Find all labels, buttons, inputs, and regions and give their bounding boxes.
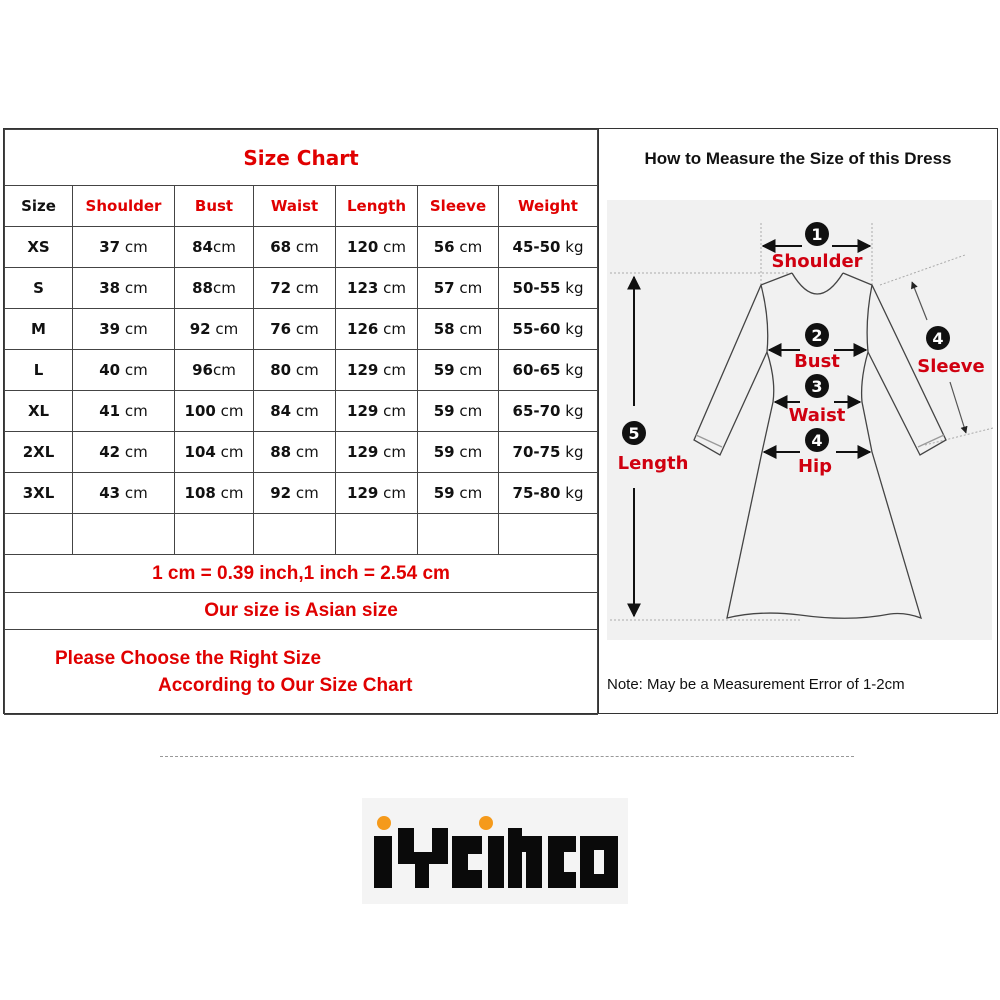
marker-3 [805,374,829,398]
svg-text:3: 3 [811,377,823,396]
value-number: 108 [184,484,216,502]
value-number: 60-65 [512,361,561,379]
value-cell [499,391,598,432]
unit-conversion: 1 cm = 0.39 inch,1 inch = 2.54 cm [5,555,598,593]
value-number: 92 [270,484,292,502]
value-cell [175,473,254,514]
size-cell [5,350,73,391]
value-cell [73,268,175,309]
size-chart-title: Size Chart [5,130,598,186]
label-hip: Hip [797,456,833,477]
value-number: 68 [270,238,292,256]
value-cell [499,473,598,514]
value-cell [254,309,336,350]
value-unit: cm [291,484,319,502]
value-cell [73,227,175,268]
size-label: XS [27,238,50,256]
value-unit: cm [215,402,244,420]
label-sleeve: Sleeve [917,356,985,377]
table-row [5,309,598,350]
value-cell [499,432,598,473]
marker-2 [805,323,829,347]
value-unit: cm [378,320,406,338]
value-unit: kg [560,320,584,338]
value-unit: cm [454,402,483,420]
value-unit: cm [378,443,406,461]
value-cell [418,432,499,473]
size-cell [5,432,73,473]
value-cell [499,227,598,268]
value-cell [336,227,418,268]
value-unit: cm [291,320,319,338]
size-cell [5,227,73,268]
value-number: 104 [184,443,216,461]
value-unit: cm [213,279,236,297]
size-label: S [33,279,44,297]
value-number: 37 [99,238,121,256]
value-number: 84 [270,402,292,420]
value-number: 57 [433,279,455,297]
value-number: 92 [189,320,211,338]
value-cell [336,309,418,350]
value-cell [499,350,598,391]
value-number: 59 [433,484,455,502]
size-cell [5,473,73,514]
advice-line-1: Please Choose the Right Size [55,648,322,669]
value-unit: kg [560,402,584,420]
value-number: 59 [433,443,455,461]
column-header-bust: Bust [175,186,254,227]
value-cell [175,268,254,309]
value-number: 129 [347,402,379,420]
value-cell [336,268,418,309]
label-shoulder: Shoulder [771,251,863,272]
value-number: 65-70 [512,402,561,420]
size-label: XL [27,402,50,420]
value-number: 120 [347,238,379,256]
brand-logo [362,798,628,904]
value-cell [499,268,598,309]
label-bust: Bust [794,351,840,372]
value-unit: cm [291,279,319,297]
value-unit: cm [378,238,406,256]
value-number: 126 [347,320,379,338]
value-unit: cm [120,279,148,297]
value-number: 80 [270,361,292,379]
value-number: 96 [192,361,213,379]
value-number: 75-80 [512,484,561,502]
asian-size-note: Our size is Asian size [5,593,598,630]
value-number: 129 [347,361,379,379]
value-unit: cm [454,361,483,379]
value-number: 55-60 [512,320,561,338]
value-unit: cm [454,443,483,461]
value-number: 84 [192,238,213,256]
size-label: 3XL [22,484,55,502]
value-unit: cm [454,279,483,297]
table-row [5,350,598,391]
value-cell [254,227,336,268]
label-waist: Waist [788,405,846,426]
size-label: L [33,361,44,379]
value-unit: cm [454,238,483,256]
value-number: 129 [347,484,379,502]
column-header-length: Length [336,186,418,227]
value-cell [254,432,336,473]
size-chart-table [3,128,599,714]
value-unit: cm [378,484,406,502]
value-cell [418,473,499,514]
value-cell [175,227,254,268]
value-unit: cm [291,361,319,379]
size-cell [5,268,73,309]
value-unit: cm [454,320,483,338]
value-unit: cm [454,484,483,502]
svg-text:1: 1 [811,225,823,244]
value-cell [418,268,499,309]
value-cell [336,391,418,432]
column-header-weight: Weight [499,186,598,227]
value-unit: kg [560,238,584,256]
size-label: 2XL [22,443,55,461]
value-number: 38 [99,279,121,297]
size-advice [5,630,598,715]
value-cell [73,391,175,432]
value-unit: cm [378,279,406,297]
measure-title: How to Measure the Size of this Dress [644,149,952,168]
value-unit: cm [120,238,148,256]
value-unit: kg [560,443,584,461]
value-number: 41 [99,402,121,420]
value-unit: cm [378,402,406,420]
empty-row [5,514,598,555]
value-cell [418,350,499,391]
value-number: 56 [433,238,455,256]
marker-5 [622,421,646,445]
value-cell [175,350,254,391]
value-unit: cm [378,361,406,379]
value-cell [73,350,175,391]
column-header-waist: Waist [254,186,336,227]
value-number: 40 [99,361,121,379]
value-unit: cm [210,320,239,338]
value-number: 42 [99,443,121,461]
value-unit: cm [291,238,319,256]
value-unit: kg [560,361,584,379]
column-header-sleeve: Sleeve [418,186,499,227]
size-cell [5,391,73,432]
svg-text:4: 4 [932,329,944,348]
value-cell [254,350,336,391]
value-cell [499,309,598,350]
marker-4-hip [805,428,829,452]
value-cell [336,473,418,514]
value-number: 129 [347,443,379,461]
svg-text:2: 2 [811,326,823,345]
value-cell [418,391,499,432]
value-number: 72 [270,279,292,297]
value-unit: cm [291,443,319,461]
value-number: 59 [433,361,455,379]
value-cell [418,227,499,268]
table-row [5,473,598,514]
value-unit: cm [120,361,148,379]
advice-line-2: According to Our Size Chart [158,675,413,696]
table-row [5,268,598,309]
value-unit: kg [560,484,584,502]
value-cell [73,309,175,350]
svg-text:5: 5 [628,424,640,443]
value-number: 123 [347,279,379,297]
value-unit: cm [215,443,244,461]
value-number: 59 [433,402,455,420]
value-cell [254,473,336,514]
marker-1 [805,222,829,246]
value-number: 88 [270,443,292,461]
value-cell [254,391,336,432]
table-row [5,432,598,473]
value-unit: cm [213,361,236,379]
value-unit: cm [213,238,236,256]
value-unit: cm [291,402,319,420]
value-cell [175,309,254,350]
size-cell [5,309,73,350]
value-unit: cm [120,320,148,338]
value-unit: cm [120,443,148,461]
value-number: 50-55 [512,279,561,297]
value-number: 88 [192,279,213,297]
value-cell [73,473,175,514]
svg-text:4: 4 [811,431,823,450]
value-number: 100 [184,402,216,420]
label-length: Length [617,453,689,474]
table-row [5,227,598,268]
value-cell [418,309,499,350]
value-number: 39 [99,320,121,338]
value-cell [336,350,418,391]
value-number: 45-50 [512,238,561,256]
column-header-size: Size [5,186,73,227]
value-cell [175,391,254,432]
value-unit: kg [560,279,584,297]
value-number: 58 [433,320,455,338]
value-cell [175,432,254,473]
column-header-shoulder: Shoulder [73,186,175,227]
table-row [5,391,598,432]
value-cell [336,432,418,473]
value-number: 43 [99,484,121,502]
value-cell [73,432,175,473]
measurement-note: Note: May be a Measurement Error of 1-2cm [607,676,905,693]
value-unit: cm [120,484,148,502]
dress-measurement-diagram [600,190,1000,640]
value-unit: cm [215,484,244,502]
marker-4-sleeve [926,326,950,350]
value-cell [254,268,336,309]
size-label: M [31,320,46,338]
divider [160,756,854,757]
value-number: 70-75 [512,443,561,461]
value-unit: cm [120,402,148,420]
value-number: 76 [270,320,292,338]
